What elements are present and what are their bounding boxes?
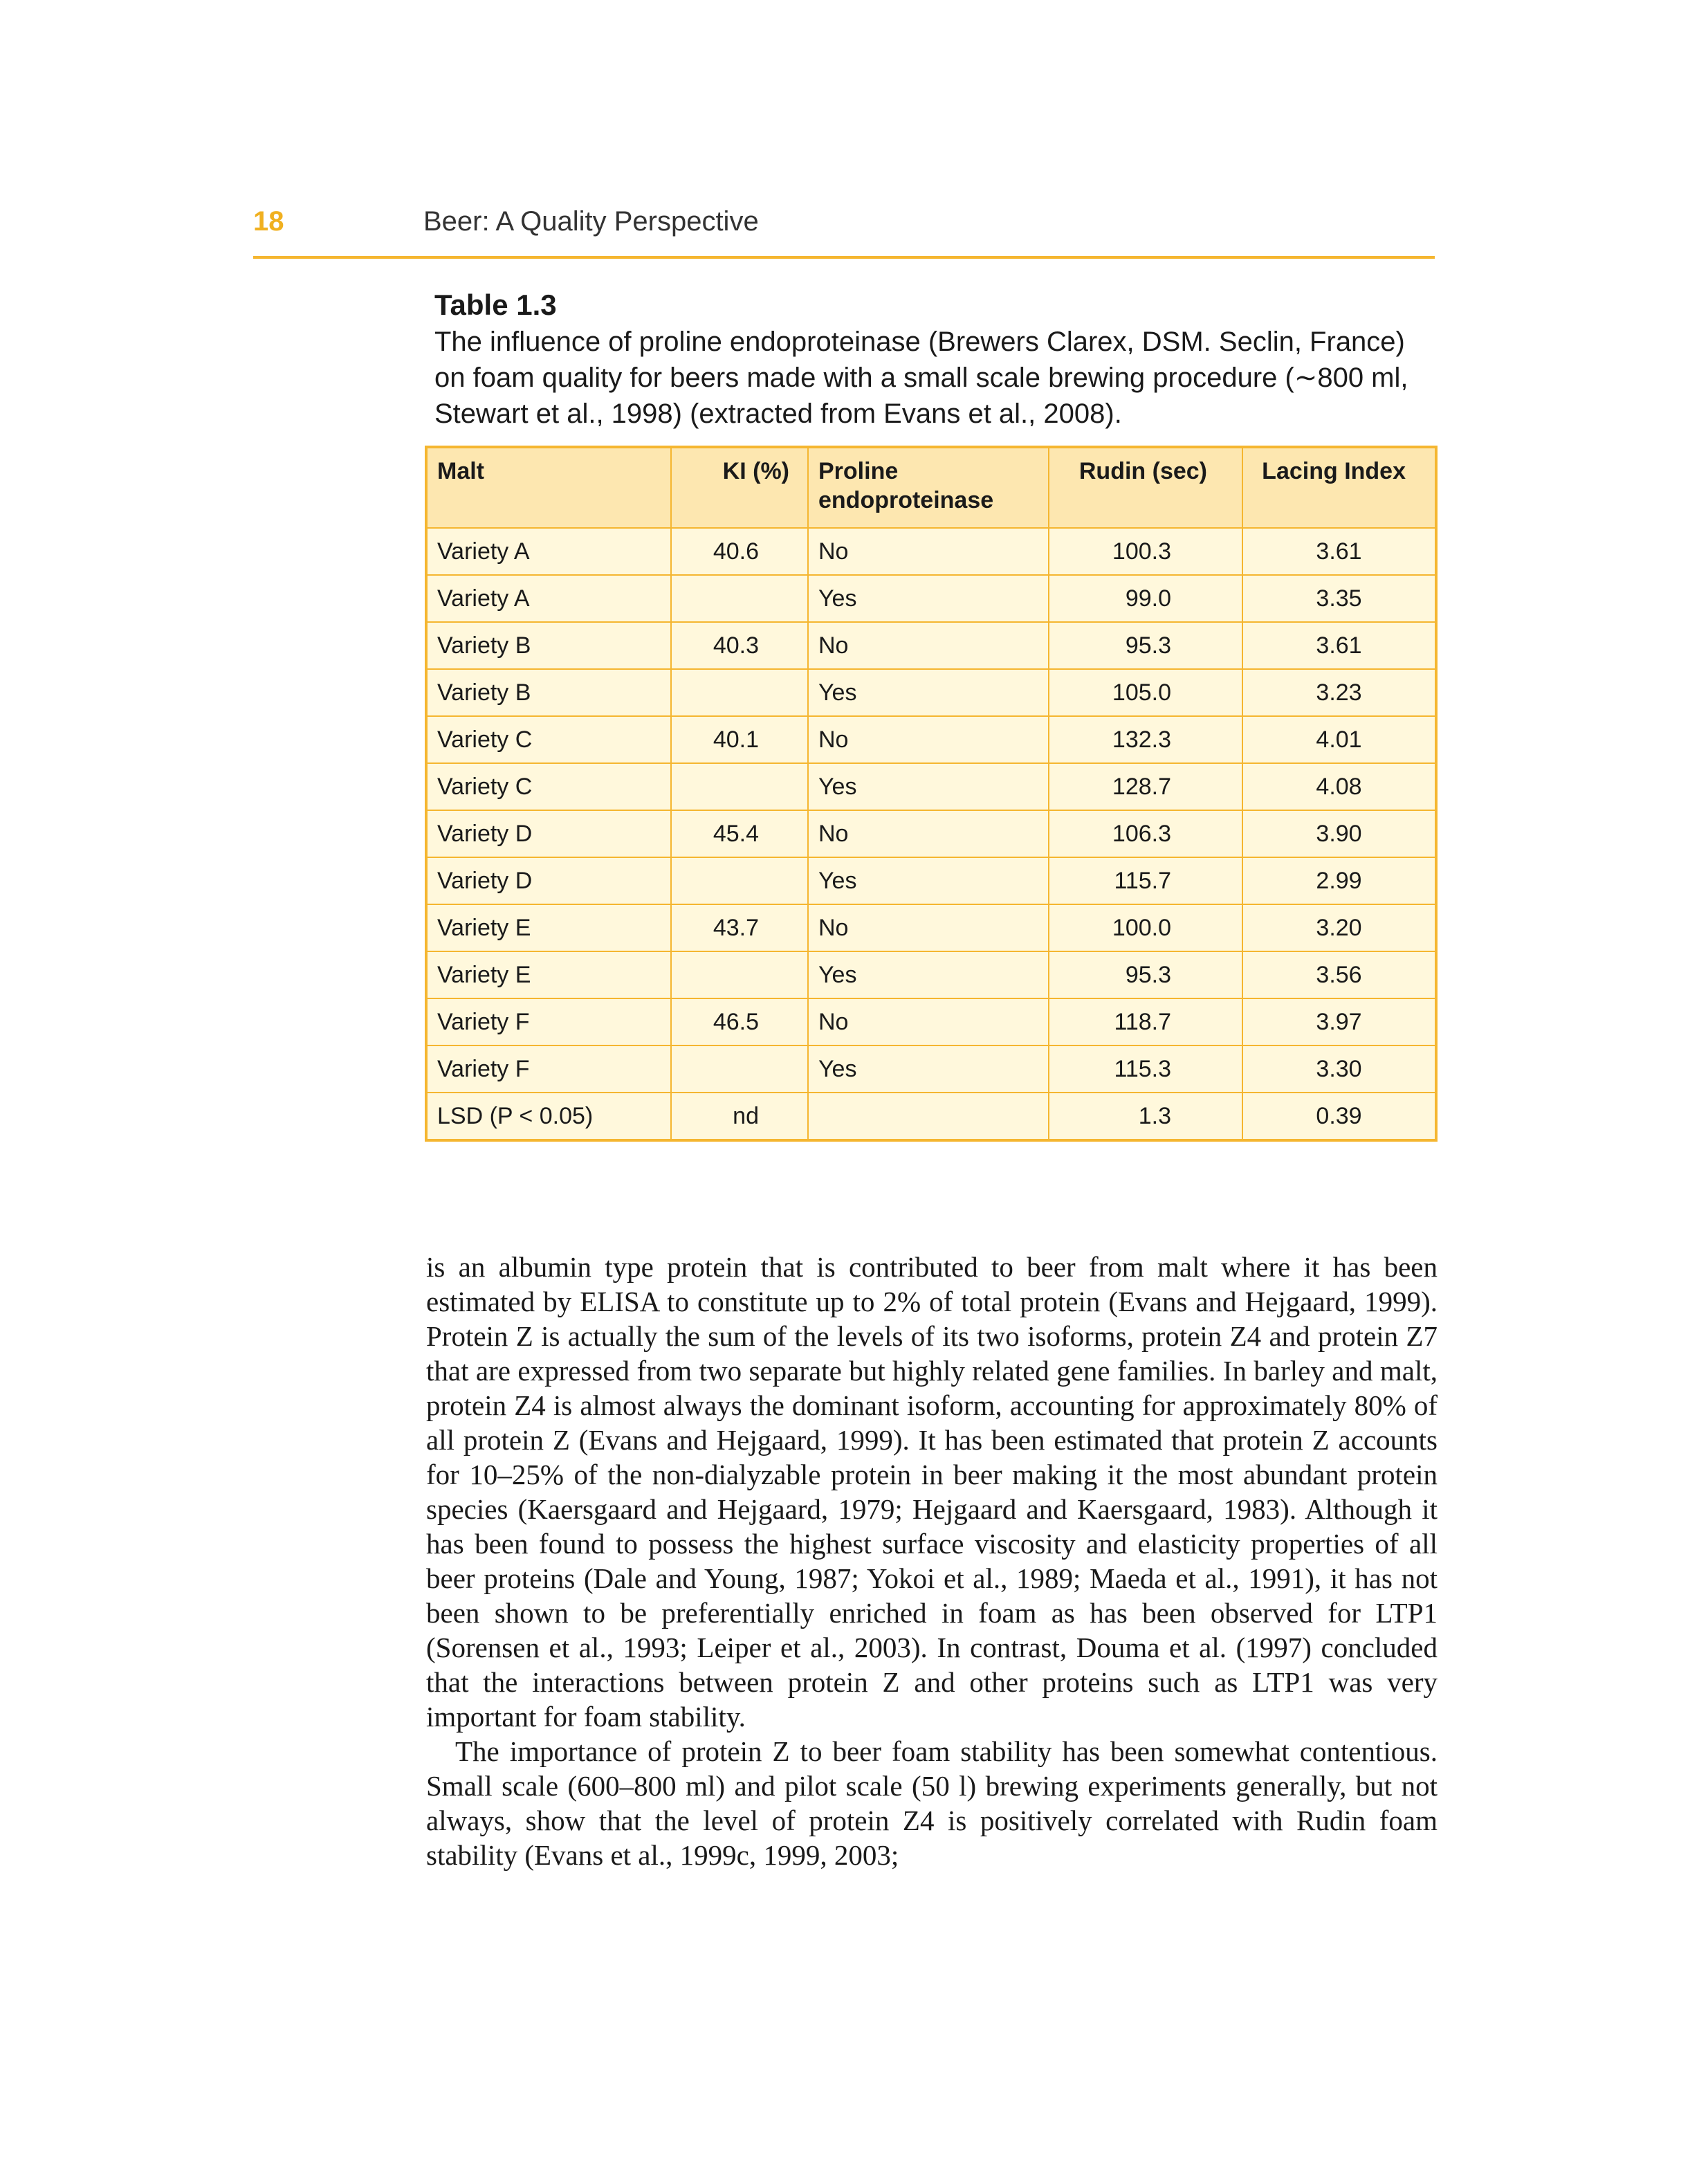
table-cell: 3.56 bbox=[1242, 951, 1436, 998]
table-cell: 3.61 bbox=[1242, 528, 1436, 575]
table-cell: 40.3 bbox=[671, 622, 808, 669]
table-cell: No bbox=[808, 528, 1049, 575]
table-cell: 2.99 bbox=[1242, 857, 1436, 904]
table-cell: Variety C bbox=[426, 716, 671, 763]
table-caption bbox=[434, 286, 1431, 432]
table-cell: Variety A bbox=[426, 575, 671, 622]
table-cell: No bbox=[808, 716, 1049, 763]
table-cell: 100.3 bbox=[1049, 528, 1242, 575]
table-cell: Variety C bbox=[426, 763, 671, 810]
table-cell: 118.7 bbox=[1049, 998, 1242, 1045]
table-cell: No bbox=[808, 998, 1049, 1045]
table-caption-text: The influence of proline endoproteinase (Brewers Clarex, DSM. Seclin, France) on foam quality for beers made with a small scale brewing procedure (∼800 ml, Stewart et al., 1998) (extracted from Evans et al., 2008). bbox=[434, 327, 1408, 429]
table-cell: Variety F bbox=[426, 998, 671, 1045]
column-header: Rudin (sec) bbox=[1049, 447, 1242, 528]
data-table bbox=[425, 446, 1438, 1142]
table-row bbox=[426, 669, 1436, 716]
table-cell: 100.0 bbox=[1049, 904, 1242, 951]
table-cell: Yes bbox=[808, 763, 1049, 810]
table-cell: 4.08 bbox=[1242, 763, 1436, 810]
table-cell: No bbox=[808, 622, 1049, 669]
table-cell: 3.61 bbox=[1242, 622, 1436, 669]
table-cell: 132.3 bbox=[1049, 716, 1242, 763]
table-cell: nd bbox=[671, 1093, 808, 1140]
column-header: Lacing Index bbox=[1242, 447, 1436, 528]
table-cell: Yes bbox=[808, 1045, 1049, 1093]
table-row bbox=[426, 904, 1436, 951]
table-cell: Yes bbox=[808, 951, 1049, 998]
table-cell: 106.3 bbox=[1049, 810, 1242, 857]
table-cell: Yes bbox=[808, 575, 1049, 622]
table-cell: 3.90 bbox=[1242, 810, 1436, 857]
table-row bbox=[426, 810, 1436, 857]
table-row bbox=[426, 716, 1436, 763]
table-cell: 115.3 bbox=[1049, 1045, 1242, 1093]
paragraph: The importance of protein Z to beer foam stability has been somewhat contentious. Small scale (600–800 ml) and pilot scale (50 l) brewing experiments generally, but not always, show that the level of protein Z4 is positively correlated with Rudin foam stability (Evans et al., 1999c, 1999, 2003; bbox=[426, 1735, 1438, 1871]
table-row bbox=[426, 622, 1436, 669]
table-cell bbox=[671, 763, 808, 810]
table-cell: 0.39 bbox=[1242, 1093, 1436, 1140]
table-row bbox=[426, 857, 1436, 904]
table-row-lsd bbox=[426, 1093, 1436, 1140]
table-cell: Variety D bbox=[426, 857, 671, 904]
table-cell: LSD (P < 0.05) bbox=[426, 1093, 671, 1140]
table-cell: Yes bbox=[808, 857, 1049, 904]
table-cell: Variety F bbox=[426, 1045, 671, 1093]
table-cell: 105.0 bbox=[1049, 669, 1242, 716]
table-cell: 3.35 bbox=[1242, 575, 1436, 622]
table-cell: 99.0 bbox=[1049, 575, 1242, 622]
column-header: KI (%) bbox=[671, 447, 808, 528]
column-header: Proline endoproteinase bbox=[808, 447, 1049, 528]
table-cell bbox=[808, 1093, 1049, 1140]
table-cell: Variety E bbox=[426, 951, 671, 998]
table-label: Table 1.3 bbox=[434, 289, 557, 321]
table-cell: 3.20 bbox=[1242, 904, 1436, 951]
table-cell: 95.3 bbox=[1049, 622, 1242, 669]
table-cell bbox=[671, 951, 808, 998]
table-cell: 3.30 bbox=[1242, 1045, 1436, 1093]
table-cell: 95.3 bbox=[1049, 951, 1242, 998]
table-cell: 4.01 bbox=[1242, 716, 1436, 763]
table-row bbox=[426, 1045, 1436, 1093]
table-row bbox=[426, 998, 1436, 1045]
column-header: Malt bbox=[426, 447, 671, 528]
table-cell: 43.7 bbox=[671, 904, 808, 951]
table-cell bbox=[671, 1045, 808, 1093]
table-cell: Variety B bbox=[426, 669, 671, 716]
table-cell: Variety E bbox=[426, 904, 671, 951]
table-cell: Variety A bbox=[426, 528, 671, 575]
table-cell bbox=[671, 669, 808, 716]
table-cell: 40.1 bbox=[671, 716, 808, 763]
table-cell: 115.7 bbox=[1049, 857, 1242, 904]
table-header-row bbox=[426, 447, 1436, 528]
table-cell: 1.3 bbox=[1049, 1093, 1242, 1140]
table-cell: 45.4 bbox=[671, 810, 808, 857]
table-cell: Variety B bbox=[426, 622, 671, 669]
paragraph: is an albumin type protein that is contributed to beer from malt where it has been estimated by ELISA to constitute up to 2% of total protein (Evans and Hejgaard, 1999). Protein Z is actually the sum of the levels of its two isoforms, protein Z4 and protein Z7 that are expressed from two separate but highly related gene families. In barley and malt, protein Z4 is almost always the dominant isoform, accounting for approximately 80% of all protein Z (Evans and Hejgaard, 1999). It has been estimated that protein Z accounts for 10–25% of the non-dialyzable protein in beer making it the most abundant protein species (Kaersgaard and Hejgaard, 1979; Hejgaard and Kaersgaard, 1983). Although it has been found to possess the highest surface viscosity and elasticity properties of all beer proteins (Dale and Young, 1987; Yokoi et al., 1989; Maeda et al., 1991), it has not been shown to be preferentially enriched in foam as has been observed for LTP1 (Sorensen et al., 1993; Leiper et al., 2003). In contrast, Douma et al. (1997) concluded that the interactions between protein Z and other proteins such as LTP1 was very important for foam stability. bbox=[426, 1251, 1438, 1733]
page-number: 18 bbox=[253, 206, 284, 237]
table-cell: 40.6 bbox=[671, 528, 808, 575]
header-rule bbox=[253, 256, 1435, 259]
table-cell: Yes bbox=[808, 669, 1049, 716]
running-header-title: Beer: A Quality Perspective bbox=[423, 206, 759, 237]
table-cell: No bbox=[808, 904, 1049, 951]
table-cell: 3.23 bbox=[1242, 669, 1436, 716]
table-cell: Variety D bbox=[426, 810, 671, 857]
table-cell: No bbox=[808, 810, 1049, 857]
table-cell bbox=[671, 575, 808, 622]
table-cell: 128.7 bbox=[1049, 763, 1242, 810]
table-row bbox=[426, 763, 1436, 810]
table-cell: 3.97 bbox=[1242, 998, 1436, 1045]
table-row bbox=[426, 575, 1436, 622]
table-row bbox=[426, 528, 1436, 575]
table-cell bbox=[671, 857, 808, 904]
table-cell: 46.5 bbox=[671, 998, 808, 1045]
body-text bbox=[426, 1250, 1438, 1872]
table-row bbox=[426, 951, 1436, 998]
